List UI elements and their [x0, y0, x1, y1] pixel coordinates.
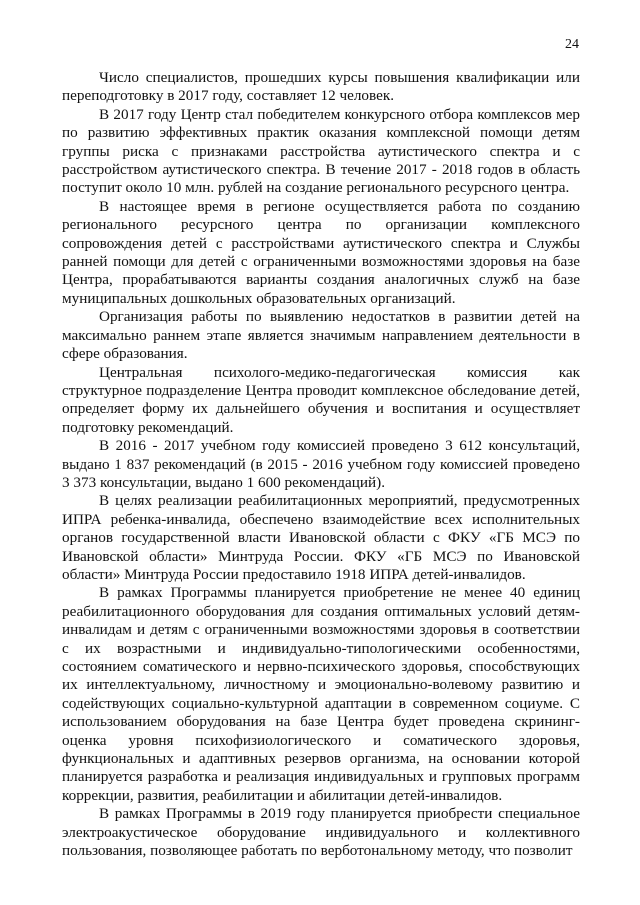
body-text — [62, 69, 580, 860]
paragraph-electroacoustic-equipment: В рамках Программы в 2019 году планируется приобрести специальное электроакустическое оборудование индивидуального и коллективного пользования, позволяющее работать по верботональному методу, что позволит — [62, 805, 580, 860]
paragraph-early-detection: Организация работы по выявлению недостатков в развитии детей на максимально раннем этапе является значимым направлением деятельности в сфере образования. — [62, 308, 580, 363]
page-number: 24 — [565, 37, 579, 52]
paragraph-central-pmpc: Центральная психолого-медико-педагогическая комиссия как структурное подразделение Центра проводит комплексное обследование детей, определяет форму их дальнейшего обучения и воспитания и осуществляет подготовку рекомендаций. — [62, 363, 580, 436]
paragraph-center-competition-winner: В 2017 году Центр стал победителем конкурсного отбора комплексов мер по развитию эффективных практик оказания комплексной помощи детям группы риска с признаками расстройства аутистического спектра и с расстройством аутистического спектра. В течение 2017 - 2018 годов в область поступит около 10 млн. рублей на создание регионального ресурсного центра. — [62, 105, 580, 197]
paragraph-ipra-rehabilitation: В целях реализации реабилитационных мероприятий, предусмотренных ИПРА ребенка-инвалида, обеспечено взаимодействие всех исполнительных органов государственной власти Ивановской области с ФКУ «ГБ МСЭ по Ивановской области» Минтруда России. ФКУ «ГБ МСЭ по Ивановской области» Минтруда России предоставило 1918 ИПРА детей-инвалидов. — [62, 492, 580, 583]
paragraph-consultations-stats: В 2016 - 2017 учебном году комиссией проведено 3 612 консультаций, выдано 1 837 рекомендаций (в 2015 - 2016 учебном году комиссией проведено 3 373 консультации, выдано 1 600 рекомендаций). — [62, 437, 580, 491]
paragraph-equipment-acquisition: В рамках Программы планируется приобретение не менее 40 единиц реабилитационного оборудования для создания оптимальных условий детям-инвалидам и детям с ограниченными возможностями здоровья в соответствии с их возрастными и индивидуально-типологическими особенностями, состоянием соматического и нервно-психического здоровья, способствующих их интеллектуальному, личностному и эмоционально-волевому развитию и содействующих социально-культурной адаптации в современном социуме. С использованием оборудования на базе Центра будет проведена скрининг-оценка уровня психофизиологического и соматического здоровья, функциональных и адаптивных резервов организма, на основании которой планируется разработка и реализация индивидуальных и групповых программ коррекции, развития, реабилитации и абилитации детей-инвалидов. — [62, 584, 580, 804]
paragraph-regional-resource-center: В настоящее время в регионе осуществляется работа по созданию регионального ресурсного центра по организации комплексного сопровождения детей с расстройствами аутистического спектра и Службы ранней помощи для детей с ограниченными возможностями здоровья на базе Центра, прорабатываются варианты создания аналогичных служб на базе муниципальных дошкольных образовательных организаций. — [62, 197, 580, 307]
paragraph-specialists-count: Число специалистов, прошедших курсы повышения квалификации или переподготовку в 2017 году, составляет 12 человек. — [62, 69, 580, 105]
